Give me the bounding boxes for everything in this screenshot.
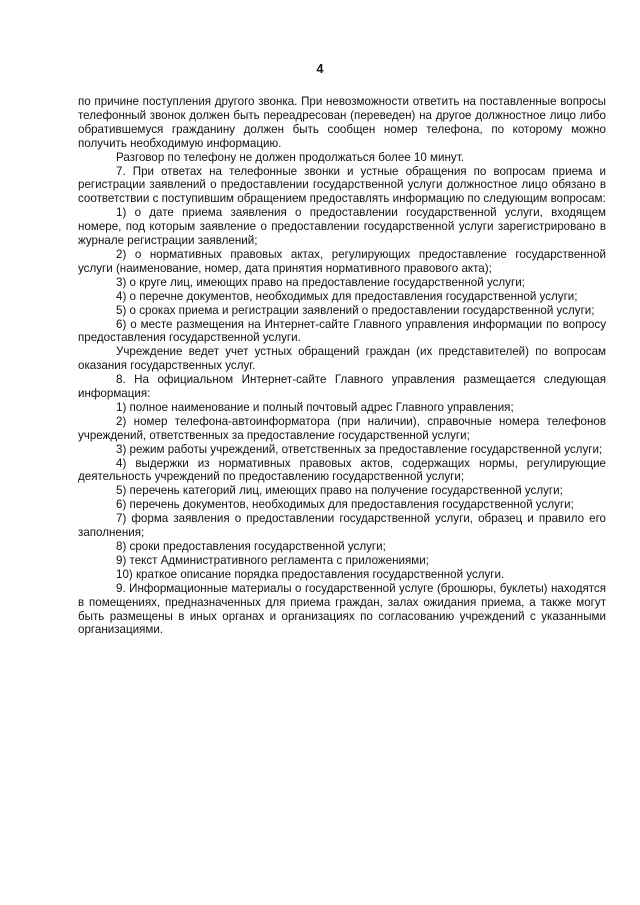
paragraph: Учреждение ведет учет устных обращений граждан (их представителей) по вопросам оказания государственных услуг. — [78, 345, 606, 373]
paragraph: 9. Информационные материалы о государственной услуге (брошюры, буклеты) находятся в помещениях, предназначенных для приема граждан, залах ожидания приема, а также могут быть размещены в иных органах и организациях по согласованию учреждений с указанными организациями. — [78, 581, 606, 637]
paragraph: 6) перечень документов, необходимых для предоставления государственной услуги; — [116, 498, 574, 512]
paragraph: по причине поступления другого звонка. При невозможности ответить на поставленные вопросы телефонный звонок должен быть переадресован (переведен) на другое должностное лицо либо обратившемуся гражданину должен быть сообщен номер телефона, по которому можно получить необходимую информацию. — [78, 95, 606, 150]
body-text — [78, 95, 606, 637]
paragraph: 2) о нормативных правовых актах, регулирующих предоставление государственной услуги (наименование, номер, дата принятия нормативного правового акта); — [78, 247, 606, 275]
paragraph: Разговор по телефону не должен продолжаться более 10 минут. — [116, 150, 464, 164]
paragraph: 9) текст Административного регламента с приложениями; — [116, 553, 429, 567]
paragraph: 8) сроки предоставления государственной услуги; — [116, 540, 386, 553]
paragraph: 4) о перечне документов, необходимых для предоставления государственной услуги; — [116, 289, 578, 303]
paragraph: 3) о круге лиц, имеющих право на предоставление государственной услуги; — [116, 275, 525, 289]
paragraph: 7. При ответах на телефонные звонки и устные обращения по вопросам приема и регистрации заявлений о предоставлении государственной услуги должностное лицо обязано в соответствии с поступившим обращением предоставлять информацию по следующим вопросам: — [78, 164, 606, 206]
paragraph: 2) номер телефона-автоинформатора (при наличии), справочные номера телефонов учреждений, ответственных за предоставление государственной услуги; — [78, 414, 606, 442]
paragraph: 10) краткое описание порядка предоставления государственной услуги. — [116, 567, 505, 581]
paragraph: 1) о дате приема заявления о предоставлении государственной услуги, входящем номере, под которым заявление о предоставлении государственной услуги зарегистрировано в журнале регистрации заявлений; — [78, 206, 606, 248]
paragraph: 8. На официальном Интернет-сайте Главного управления размещается следующая информация: — [78, 373, 606, 401]
paragraph: 7) форма заявления о предоставлении государственной услуги, образец и правило его заполнения; — [78, 512, 606, 540]
paragraph: 3) режим работы учреждений, ответственных за предоставление государственной услуги; — [116, 442, 603, 456]
paragraph: 6) о месте размещения на Интернет-сайте Главного управления информации по вопросу предоставления государственной услуги. — [78, 317, 606, 345]
page-number: 4 — [316, 62, 324, 76]
paragraph: 4) выдержки из нормативных правовых актов, содержащих нормы, регулирующие деятельность учреждений по предоставлению государственной услуги; — [78, 456, 606, 484]
paragraph: 5) перечень категорий лиц, имеющих право на получение государственной услуги; — [116, 484, 563, 498]
paragraph: 1) полное наименование и полный почтовый адрес Главного управления; — [116, 400, 514, 414]
paragraph: 5) о сроках приема и регистрации заявлений о предоставлении государственной услуги; — [116, 303, 595, 317]
